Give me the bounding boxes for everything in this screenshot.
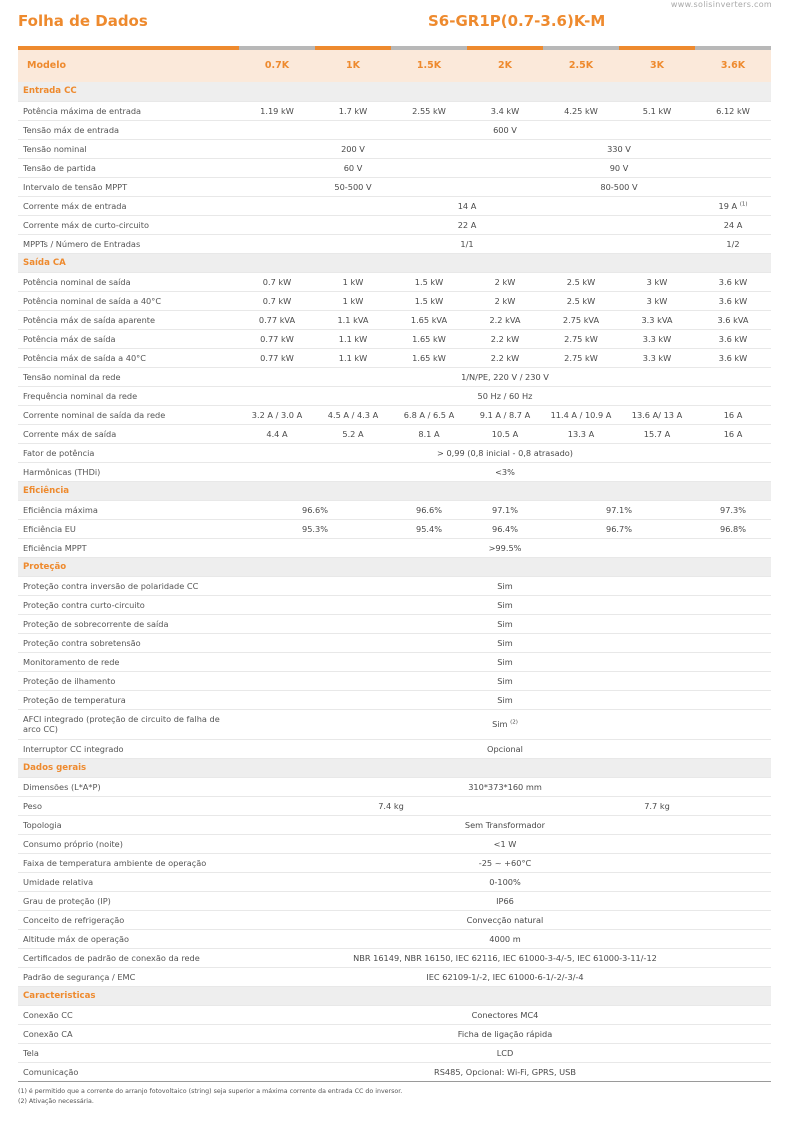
cell-value: 0.7 kW [239,272,315,291]
cell-value: 6.8 A / 6.5 A [391,405,467,424]
table-row [18,614,771,633]
cell-value: Sim [239,576,771,595]
cell-value: >99.5% [239,538,771,557]
cell-value: 16 A [695,405,771,424]
cell-value: 5.1 kW [619,101,695,120]
table-row [18,139,771,158]
model-col: 2.5K [543,50,619,82]
cell-value: <1 W [239,834,771,853]
row-label: Altitude máx de operação [18,929,239,948]
model-col: 3K [619,50,695,82]
cell-value: 16 A [695,424,771,443]
cell-value: 0.77 kW [239,348,315,367]
cell-value: 1.65 kVA [391,310,467,329]
row-label: AFCI integrado (proteção de circuito de falha de arco CC) [18,709,239,739]
cell-value: RS485, Opcional: Wi-Fi, GPRS, USB [239,1062,771,1081]
section-title: Entrada CC [18,82,771,101]
row-label: Harmônicas (THDi) [18,462,239,481]
row-label: Faixa de temperatura ambiente de operação [18,853,239,872]
cell-value: IP66 [239,891,771,910]
row-label: Peso [18,796,239,815]
footnote: (2) Ativação necessária. [18,1098,94,1105]
cell-value: 1.7 kW [315,101,391,120]
cell-value: Sim [239,671,771,690]
row-label: Corrente máx de entrada [18,196,239,215]
cell-value: 6.12 kW [695,101,771,120]
row-label: Consumo próprio (noite) [18,834,239,853]
table-row [18,462,771,481]
table-row [18,158,771,177]
row-label: Potência máx de saída a 40°C [18,348,239,367]
table-row [18,443,771,462]
model-col: 0.7K [239,50,315,82]
cell-value: 1.19 kW [239,101,315,120]
row-label: MPPTs / Número de Entradas [18,234,239,253]
section-title: Dados gerais [18,758,771,777]
cell-value: -25 ~ +60°C [239,853,771,872]
table-row [18,690,771,709]
table-row [18,386,771,405]
table-row [18,671,771,690]
spec-table [18,46,771,1082]
row-label: Monitoramento de rede [18,652,239,671]
cell-value: 24 A [695,215,771,234]
cell-value: 4.5 A / 4.3 A [315,405,391,424]
model-col: 1K [315,50,391,82]
cell-value: Conectores MC4 [239,1005,771,1024]
cell-value: 22 A [239,215,695,234]
row-label: Proteção de ilhamento [18,671,239,690]
section-header-general-data [18,758,771,777]
row-label: Conexão CA [18,1024,239,1043]
cell-value: 97.1% [543,500,695,519]
cell-value: 19 A [718,200,738,211]
section-title: Caracteristicas [18,986,771,1005]
footnote-ref: (2) [510,719,518,726]
cell-value: 5.2 A [315,424,391,443]
product-model: S6-GR1P(0.7-3.6)K-M [428,12,606,30]
cell-value: 11.4 A / 10.9 A [543,405,619,424]
row-label: Padrão de segurança / EMC [18,967,239,986]
section-title: Saída CA [18,253,771,272]
cell-value: 0.77 kVA [239,310,315,329]
cell-value: 0.7 kW [239,291,315,310]
cell-value: 2.5 kW [543,272,619,291]
table-row [18,424,771,443]
table-row [18,196,771,215]
table-row [18,576,771,595]
table-row [18,967,771,986]
cell-value: Opcional [239,739,771,758]
table-row [18,291,771,310]
cell-value: 1.1 kW [315,348,391,367]
cell-value: 4.25 kW [543,101,619,120]
cell-value-with-note [239,709,771,739]
cell-value: 97.1% [467,500,543,519]
row-label: Topologia [18,815,239,834]
footnote: (1) é permitido que a corrente do arranjo fotovoltaico (string) seja superior a máxima corrente da entrada CC do inversor. [18,1088,403,1095]
cell-value: 3.6 kW [695,291,771,310]
model-col: 3.6K [695,50,771,82]
section-header-ac-output [18,253,771,272]
cell-value: 3.3 kW [619,329,695,348]
table-row [18,834,771,853]
row-label: Corrente máx de saída [18,424,239,443]
table-row [18,1024,771,1043]
cell-value: Sim [239,690,771,709]
cell-value: 200 V [239,139,467,158]
table-row [18,329,771,348]
row-label: Proteção contra curto-circuito [18,595,239,614]
footnotes [18,1087,402,1107]
table-row [18,853,771,872]
row-label: Corrente nominal de saída da rede [18,405,239,424]
cell-value: 96.7% [543,519,695,538]
table-row [18,367,771,386]
cell-value: 10.5 A [467,424,543,443]
cell-value: 2.2 kW [467,329,543,348]
cell-value: 3.6 kW [695,329,771,348]
table-row [18,1043,771,1062]
cell-value: 4.4 A [239,424,315,443]
table-row [18,633,771,652]
model-col: 2K [467,50,543,82]
table-row [18,310,771,329]
cell-value: 1/1 [239,234,695,253]
row-label: Tensão nominal da rede [18,367,239,386]
cell-value: Sim [239,595,771,614]
cell-value: 1.1 kW [315,329,391,348]
row-label: Certificados de padrão de conexão da rede [18,948,239,967]
table-row [18,652,771,671]
cell-value: 96.6% [391,500,467,519]
cell-value: 2.75 kVA [543,310,619,329]
table-row [18,405,771,424]
model-col: 1.5K [391,50,467,82]
cell-value: 3.6 kW [695,348,771,367]
cell-value: 50 Hz / 60 Hz [239,386,771,405]
row-label: Conceito de refrigeração [18,910,239,929]
cell-value: > 0,99 (0,8 inicial - 0,8 atrasado) [239,443,771,462]
cell-value-with-note [695,196,771,215]
cell-value: Sim [239,652,771,671]
cell-value: 80-500 V [467,177,771,196]
section-title: Eficiência [18,481,771,500]
cell-value: 2 kW [467,291,543,310]
table-row [18,215,771,234]
row-label: Proteção contra inversão de polaridade CC [18,576,239,595]
cell-value: 60 V [239,158,467,177]
cell-value: 0-100% [239,872,771,891]
cell-value: 50-500 V [239,177,467,196]
cell-value: 310*373*160 mm [239,777,771,796]
cell-value: <3% [239,462,771,481]
cell-value: Sim [492,719,508,729]
model-label: Modelo [18,50,239,82]
cell-value: 95.3% [239,519,391,538]
row-label: Conexão CC [18,1005,239,1024]
row-label: Tensão máx de entrada [18,120,239,139]
table-row [18,891,771,910]
table-row [18,709,771,739]
section-header-efficiency [18,481,771,500]
website-url[interactable]: www.solisinverters.com [670,0,772,9]
row-label: Eficiência MPPT [18,538,239,557]
cell-value: 2.75 kW [543,329,619,348]
row-label: Comunicação [18,1062,239,1081]
cell-value: 600 V [239,120,771,139]
row-label: Proteção de temperatura [18,690,239,709]
cell-value: 3.2 A / 3.0 A [239,405,315,424]
cell-value: 13.6 A/ 13 A [619,405,695,424]
row-label: Potência máx de saída [18,329,239,348]
row-label: Tela [18,1043,239,1062]
cell-value: 1.5 kW [391,272,467,291]
cell-value: 7.4 kg [239,796,543,815]
cell-value: 3 kW [619,272,695,291]
row-label: Proteção contra sobretensão [18,633,239,652]
cell-value: 2.5 kW [543,291,619,310]
cell-value: 1/2 [695,234,771,253]
cell-value: Sim [239,633,771,652]
row-label: Eficiência máxima [18,500,239,519]
row-label: Eficiência EU [18,519,239,538]
cell-value: Convecção natural [239,910,771,929]
document-title: Folha de Dados [18,12,148,30]
table-row [18,234,771,253]
cell-value: 90 V [467,158,771,177]
cell-value: 96.8% [695,519,771,538]
table-row [18,348,771,367]
cell-value: LCD [239,1043,771,1062]
row-label: Frequência nominal da rede [18,386,239,405]
section-header-protection [18,557,771,576]
cell-value: 3.6 kW [695,272,771,291]
cell-value: Sem Transformador [239,815,771,834]
row-label: Interruptor CC integrado [18,739,239,758]
table-row [18,815,771,834]
model-header-row [18,50,771,82]
cell-value: 1.65 kW [391,348,467,367]
row-label: Tensão nominal [18,139,239,158]
cell-value: Sim [239,614,771,633]
footnote-ref: (1) [739,200,748,207]
cell-value: 15.7 A [619,424,695,443]
cell-value: 3.3 kVA [619,310,695,329]
cell-value: 2.2 kVA [467,310,543,329]
row-label: Proteção de sobrecorrente de saída [18,614,239,633]
cell-value: 1/N/PE, 220 V / 230 V [239,367,771,386]
cell-value: 2 kW [467,272,543,291]
cell-value: 7.7 kg [543,796,771,815]
row-label: Grau de proteção (IP) [18,891,239,910]
row-label: Dimensões (L*A*P) [18,777,239,796]
table-row [18,929,771,948]
table-row [18,595,771,614]
table-row [18,910,771,929]
table-row [18,777,771,796]
cell-value: 3.6 kVA [695,310,771,329]
table-row [18,796,771,815]
cell-value: 97.3% [695,500,771,519]
cell-value: 3.4 kW [467,101,543,120]
table-row [18,272,771,291]
table-row [18,519,771,538]
cell-value: 3.3 kW [619,348,695,367]
cell-value: 13.3 A [543,424,619,443]
row-label: Corrente máx de curto-circuito [18,215,239,234]
row-label: Potência nominal de saída a 40°C [18,291,239,310]
cell-value: 2.75 kW [543,348,619,367]
table-row [18,872,771,891]
row-label: Potência nominal de saída [18,272,239,291]
cell-value: 14 A [239,196,695,215]
row-label: Potência máx de saída aparente [18,310,239,329]
row-label: Umidade relativa [18,872,239,891]
cell-value: 1.65 kW [391,329,467,348]
cell-value: 3 kW [619,291,695,310]
row-label: Intervalo de tensão MPPT [18,177,239,196]
cell-value: 95.4% [391,519,467,538]
cell-value: 0.77 kW [239,329,315,348]
cell-value: NBR 16149, NBR 16150, IEC 62116, IEC 61000-3-4/-5, IEC 61000-3-11/-12 [239,948,771,967]
table-row [18,120,771,139]
cell-value: 1.5 kW [391,291,467,310]
cell-value: 2.55 kW [391,101,467,120]
section-title: Proteção [18,557,771,576]
section-header-dc-input [18,82,771,101]
cell-value: Ficha de ligação rápida [239,1024,771,1043]
table-row [18,101,771,120]
table-row [18,1062,771,1081]
table-row [18,538,771,557]
cell-value: IEC 62109-1/-2, IEC 61000-6-1/-2/-3/-4 [239,967,771,986]
section-header-features [18,986,771,1005]
cell-value: 2.2 kW [467,348,543,367]
cell-value: 1.1 kVA [315,310,391,329]
cell-value: 96.4% [467,519,543,538]
cell-value: 8.1 A [391,424,467,443]
cell-value: 9.1 A / 8.7 A [467,405,543,424]
cell-value: 1 kW [315,272,391,291]
row-label: Tensão de partida [18,158,239,177]
table-row [18,1005,771,1024]
table-row [18,177,771,196]
table-row [18,500,771,519]
cell-value: 4000 m [239,929,771,948]
cell-value: 330 V [467,139,771,158]
cell-value: 1 kW [315,291,391,310]
row-label: Fator de potência [18,443,239,462]
table-row [18,948,771,967]
row-label: Potência máxima de entrada [18,101,239,120]
table-row [18,739,771,758]
cell-value: 96.6% [239,500,391,519]
